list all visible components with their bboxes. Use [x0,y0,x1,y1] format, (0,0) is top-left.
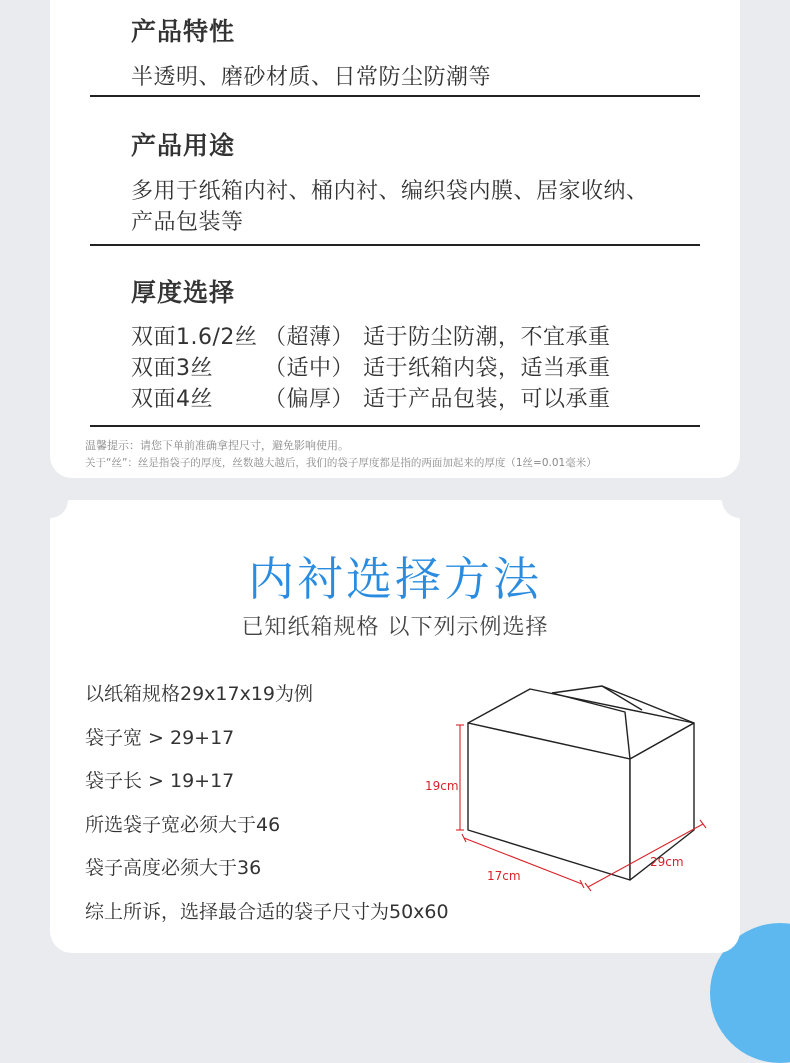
thickness-grade: （偏厚） [264,387,355,412]
box-depth-label: 17cm [487,869,521,883]
thickness-desc: 适于产品包装，可以承重 [363,387,611,412]
method-step: 以纸箱规格29x17x19为例 [85,683,314,705]
thickness-grade: （适中） [264,356,355,381]
method-step: 所选袋子宽必须大于46 [85,814,281,836]
method-step: 综上所诉，选择最合适的袋子尺寸为50x60 [85,901,449,923]
card-notch-left [32,482,68,518]
method-title: 内衬选择方法 [248,552,542,606]
method-step: 袋子宽 > 29+17 [85,727,235,749]
thickness-definition-note: 关于“丝”：丝是指袋子的厚度，丝数越大越后，我们的袋子厚度都是指的两面加起来的厚度（1丝=0.01毫米） [85,457,597,469]
uses-text-line1: 多用于纸箱内衬、桶内衬、编织袋内膜、居家收纳、 [131,179,649,204]
method-step: 袋子高度必须大于36 [85,857,262,879]
thickness-spec: 双面4丝 [131,387,213,412]
divider [90,95,700,97]
box-width-label: 29cm [650,855,684,869]
features-text: 半透明、磨砂材质、日常防尘防潮等 [131,65,492,90]
thickness-grade: （超薄） [264,325,355,350]
method-step: 袋子长 > 19+17 [85,770,235,792]
thickness-title: 厚度选择 [131,278,236,307]
thickness-spec: 双面3丝 [131,356,213,381]
uses-text-line2: 产品包装等 [131,210,244,235]
divider [90,244,700,246]
divider [90,425,700,427]
tip-note: 温馨提示：请您下单前准确拿捏尺寸，避免影响使用。 [85,439,349,452]
thickness-spec: 双面1.6/2丝 [131,325,258,350]
features-title: 产品特性 [131,17,236,46]
thickness-desc: 适于纸箱内袋，适当承重 [363,356,611,381]
box-height-label: 19cm [425,779,459,793]
method-subtitle: 已知纸箱规格 以下列示例选择 [241,615,549,640]
uses-title: 产品用途 [131,131,236,160]
card-notch-right [722,482,758,518]
thickness-desc: 适于防尘防潮，不宜承重 [363,325,611,350]
